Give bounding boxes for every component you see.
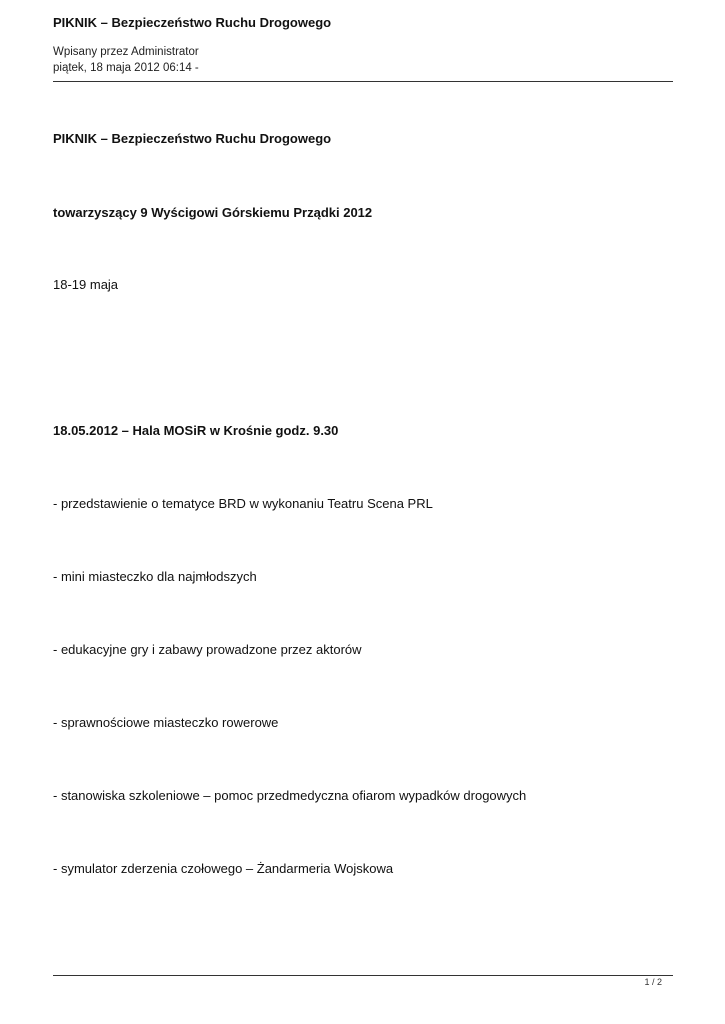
author-line: Wpisany przez Administrator xyxy=(53,46,199,58)
article-heading: PIKNIK – Bezpieczeństwo Ruchu Drogowego xyxy=(53,131,332,146)
document-header-title: PIKNIK – Bezpieczeństwo Ruchu Drogowego xyxy=(53,15,332,30)
list-item: - symulator zderzenia czołowego – Żandarmeria Wojskowa xyxy=(53,861,394,876)
header-divider xyxy=(53,81,673,82)
footer-divider xyxy=(53,975,673,976)
event-dates: 18-19 maja xyxy=(53,277,119,292)
event-location-line: 18.05.2012 – Hala MOSiR w Krośnie godz. 9.30 xyxy=(53,423,339,438)
page-number: 1 / 2 xyxy=(644,977,662,987)
list-item: - mini miasteczko dla najmłodszych xyxy=(53,569,257,584)
date-line: piątek, 18 maja 2012 06:14 - xyxy=(53,62,199,74)
article-subheading: towarzyszący 9 Wyścigowi Górskiemu Prządki 2012 xyxy=(53,205,373,220)
list-item: - sprawnościowe miasteczko rowerowe xyxy=(53,715,279,730)
list-item: - przedstawienie o tematyce BRD w wykonaniu Teatru Scena PRL xyxy=(53,496,433,511)
list-item: - stanowiska szkoleniowe – pomoc przedmedyczna ofiarom wypadków drogowych xyxy=(53,788,527,803)
list-item: - edukacyjne gry i zabawy prowadzone przez aktorów xyxy=(53,642,362,657)
